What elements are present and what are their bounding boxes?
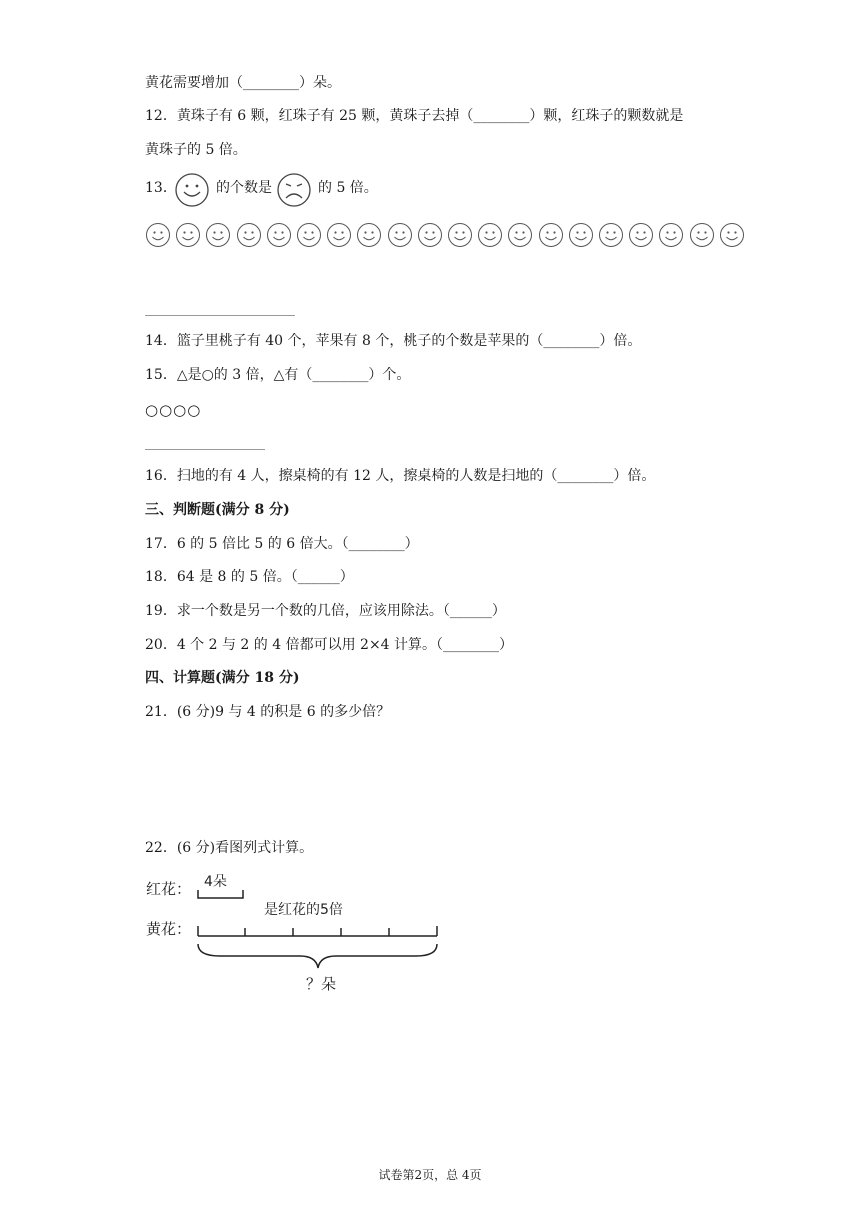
section-heading-judgement: 三、判断题(满分 8 分)	[145, 502, 290, 518]
question-21: 21．(6 分)9 与 4 的积是 6 的多少倍？	[145, 704, 391, 720]
question-20: 20．4 个 2 与 2 的 4 倍都可以用 2×4 计算。（________）	[145, 637, 514, 653]
line-q14: 14．篮子里桃子有 40 个，苹果有 8 个，桃子的个数是苹果的（________）倍。	[145, 333, 642, 349]
section-heading-calculation: 四、计算题(满分 18 分)	[145, 670, 300, 686]
smiley-icon	[175, 222, 201, 248]
smiley-icon	[538, 222, 564, 248]
smiley-icon	[205, 222, 231, 248]
red-flower-label: 红花：	[146, 880, 192, 898]
total-brace	[198, 944, 437, 968]
circles-row: ○○○○	[145, 401, 202, 419]
answer-line-q15	[145, 449, 265, 450]
line-q15: 15．△是○的 3 倍，△有（________）个。	[145, 367, 411, 383]
smiley-icon	[628, 222, 654, 248]
question-17: 17．6 的 5 倍比 5 的 6 倍大。（________）	[145, 536, 419, 552]
smiley-icon	[296, 222, 322, 248]
sad-face-icon	[276, 172, 312, 208]
line-q13-end: 的 5 倍。	[318, 180, 378, 196]
page-footer: 试卷第2页，总 4页	[378, 1168, 482, 1182]
smiley-icon	[689, 222, 715, 248]
line-q12-end: 黄珠子的 5 倍。	[145, 142, 247, 158]
yellow-flower-note: 是红花的5倍	[264, 902, 343, 918]
smiley-icon	[236, 222, 262, 248]
smiley-icon	[266, 222, 292, 248]
smiley-icon	[658, 222, 684, 248]
smiley-icon	[598, 222, 624, 248]
smiley-icon	[326, 222, 352, 248]
line-q13-middle: 的个数是	[216, 180, 272, 196]
line-q12: 12．黄珠子有 6 颗，红珠子有 25 颗，黄珠子去掉（________）颗，红珠子的颗数就是	[145, 108, 684, 124]
question-22: 22．(6 分)看图列式计算。	[145, 840, 314, 856]
smiley-icon	[719, 222, 745, 248]
smiley-icon	[356, 222, 382, 248]
total-unknown-label: ？朵	[306, 975, 337, 993]
smiley-icon	[447, 222, 473, 248]
smiley-icon	[507, 222, 533, 248]
smiley-icon	[477, 222, 503, 248]
line-q11-end: 黄花需要增加（________）朵。	[145, 75, 341, 91]
smiley-row	[145, 222, 755, 248]
flower-bar-diagram	[140, 868, 460, 998]
question-19: 19．求一个数是另一个数的几倍，应该用除法。（______）	[145, 603, 506, 619]
smiley-icon	[568, 222, 594, 248]
line-q13-number: 13．	[145, 180, 177, 196]
smiley-face-icon	[174, 172, 210, 208]
line-q16: 16．扫地的有 4 人，擦桌椅的有 12 人，擦桌椅的人数是扫地的（________）倍。	[145, 468, 656, 484]
smiley-icon	[145, 222, 171, 248]
answer-line-q13	[145, 315, 295, 316]
red-flower-value: 4朵	[204, 874, 227, 890]
smiley-icon	[417, 222, 443, 248]
smiley-icon	[387, 222, 413, 248]
yellow-flower-label: 黄花：	[146, 920, 192, 938]
question-18: 18．64 是 8 的 5 倍。（______）	[145, 569, 354, 585]
